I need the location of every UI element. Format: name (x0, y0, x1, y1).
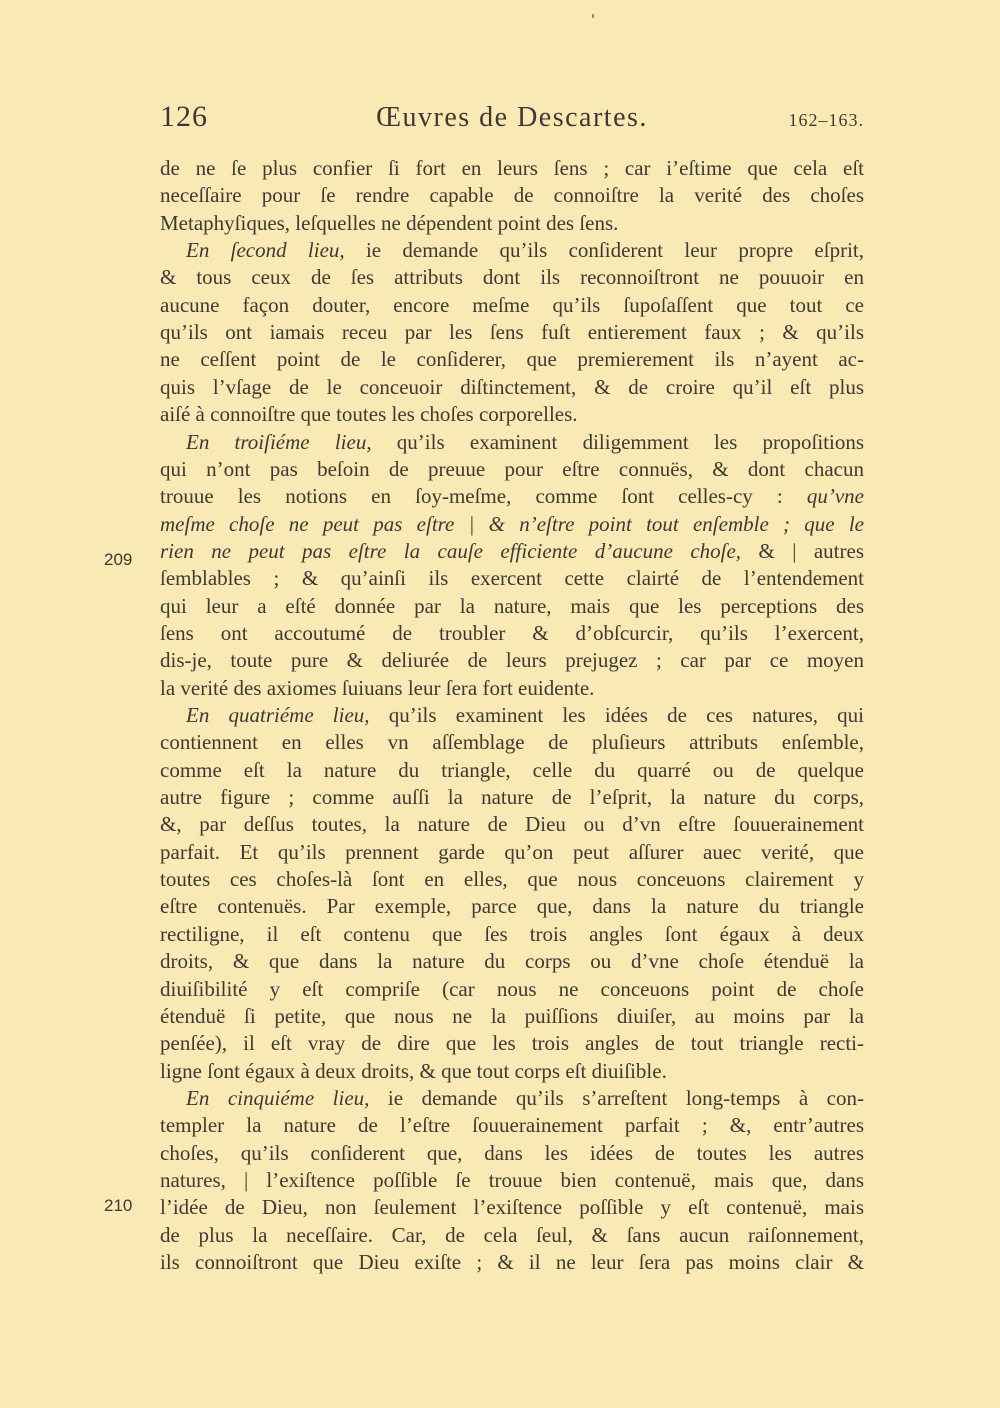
margin-number: 209 (104, 550, 133, 569)
italic-text: En quatriéme lieu, (186, 703, 370, 727)
text-segment: contiennent en elles vn aſſemblage de pluſieurs attributs enſemble, (160, 730, 864, 755)
text-segment: choſes, qu’ils conſiderent que, dans les idées de toutes les autres (160, 1140, 864, 1165)
text-line (160, 592, 864, 620)
text-segment: qu’ils examinent les idées de ces natures, qui (369, 703, 864, 727)
text-line (160, 455, 864, 483)
text-line (160, 263, 864, 291)
text-segment: qui n’ont pas beſoin de preuue pour eſtre connuës, & dont chacun (160, 456, 864, 481)
text-segment: la verité des axiomes ſuiuans leur ſera fort euidente. (160, 675, 595, 700)
page-reference: 162–163. (788, 110, 864, 130)
text-line (160, 482, 864, 510)
text-line (160, 564, 864, 592)
italic-text: qu’vne (806, 484, 864, 509)
text-segment: ie demande qu’ils s’arreſtent long-temps à con- (369, 1085, 864, 1110)
text-segment: comme eſt la nature du triangle, celle du quarré ou de quelque (160, 757, 864, 782)
text-segment: dis-je, toute pure & deliurée de leurs prejugez ; car par ce moyen (160, 648, 864, 673)
text-line (160, 1139, 864, 1167)
text-segment: rectiligne, il eſt contenu que ſes trois angles ſont égaux à deux (160, 921, 864, 946)
running-title: Œuvres de Descartes. (376, 102, 648, 133)
text-segment: aucune façon douter, encore meſme qu’ils ſupoſaſſent que tout ce (160, 292, 864, 317)
text-line (160, 1002, 864, 1030)
text-line (160, 510, 864, 538)
text-segment: de plus la neceſſaire. Car, de cela ſeul, & ſans aucun raiſonnement, (160, 1222, 864, 1247)
text-segment: ils connoiſtront que Dieu exiſte ; & il ne leur ſera pas moins clair & (160, 1250, 864, 1274)
text-line (160, 1193, 864, 1221)
text-line (160, 810, 864, 838)
text-line (160, 1029, 864, 1057)
italic-text: rien ne peut pas eſtre la cauſe efficiente d’aucune choſe, (160, 538, 742, 563)
text-line (160, 947, 864, 975)
margin-number: 210 (104, 1196, 133, 1215)
text-line (160, 1221, 864, 1249)
text-segment: &, par deſſus toutes, la nature de Dieu ou d’vn eſtre ſouuerainement (160, 812, 864, 837)
text-line (160, 291, 864, 319)
text-segment: ſemblables ; & qu’ainſi ils exercent cette clairté de l’entendement (160, 566, 864, 591)
italic-text: En troiſiéme lieu, (186, 429, 372, 454)
text-line (160, 400, 864, 428)
text-segment: toutes ces choſes-là ſont en elles, que nous conceuons clairement y (160, 867, 864, 892)
text-line (160, 1057, 864, 1085)
text-segment: penſée), il eſt vray de dire que les trois angles de tout triangle recti- (160, 1031, 864, 1056)
text-segment: trouue les notions en ſoy-meſme, comme ſont celles-cy : (160, 484, 807, 509)
running-header (160, 100, 864, 140)
text-segment: ne ceſſent point de le conſiderer, que premierement ils n’ayent ac- (160, 347, 864, 372)
text-line (186, 701, 864, 729)
text-line (160, 920, 864, 948)
text-segment: & | autres (741, 538, 864, 563)
text-line (186, 428, 864, 456)
text-line (160, 345, 864, 373)
text-segment: natures, | l’exiſtence poſſible ſe trouue bien contenuë, mais que, dans (160, 1167, 864, 1192)
text-line (160, 154, 864, 182)
text-segment: autre figure ; comme auſſi la nature de l’eſprit, la nature du corps, (160, 785, 864, 810)
text-line (160, 619, 864, 647)
text-segment: étenduë ſi petite, que nous ne la puiſſions diuiſer, au moins par la (160, 1003, 864, 1028)
text-segment: eſtre contenuës. Par exemple, parce que, dans la nature du triangle (160, 894, 864, 919)
text-line (160, 1248, 864, 1276)
text-segment: aiſé à connoiſtre que toutes les choſes corporelles. (160, 402, 578, 427)
text-line (160, 674, 864, 702)
text-line (160, 1111, 864, 1139)
text-segment: ſens ont accoutumé de troubler & d’obſcurcir, qu’ils l’exercent, (160, 620, 864, 645)
text-line (160, 975, 864, 1003)
text-segment: qui leur a eſté donnée par la nature, mais que les perceptions des (160, 593, 864, 618)
text-line (160, 838, 864, 866)
text-line (160, 209, 864, 237)
text-line (160, 783, 864, 811)
text-line (160, 537, 864, 565)
italic-text: En cinquiéme lieu, (186, 1085, 370, 1110)
text-segment: quis l’vſage de le conceuoir diſtinctement, & de croire qu’il eſt plus (160, 374, 864, 399)
text-line (160, 181, 864, 209)
italic-text: meſme choſe ne peut pas eſtre | & n’eſtre point tout enſemble ; que le (160, 511, 864, 536)
text-line (160, 865, 864, 893)
text-line (160, 892, 864, 920)
text-line (186, 1084, 864, 1112)
text-segment: Metaphyſiques, leſquelles ne dépendent point des ſens. (160, 210, 619, 235)
text-segment: droits, & que dans la nature du corps ou d’vne choſe étenduë la (160, 949, 864, 974)
text-line (186, 236, 864, 264)
text-line (160, 646, 864, 674)
text-segment: parfait. Et qu’ils prennent garde qu’on peut aſſurer auec verité, que (160, 839, 864, 864)
text-segment: l’idée de Dieu, non ſeulement l’exiſtence poſſible y eſt contenuë, mais (160, 1195, 864, 1220)
page-number: 126 (160, 100, 208, 133)
text-line (160, 373, 864, 401)
text-line (160, 728, 864, 756)
text-segment: qu’ils examinent diligemment les propoſitions (371, 429, 865, 454)
text-line (160, 756, 864, 784)
text-segment: diuiſibilité y eſt compriſe (car nous ne conceuons point de choſe (160, 976, 864, 1001)
text-segment: templer la nature de l’eſtre ſouuerainement parfait ; &, entr’autres (160, 1113, 864, 1138)
text-line (160, 318, 864, 346)
text-segment: qu’ils ont iamais receu par les ſens fuſt entierement faux ; & qu’ils (160, 320, 864, 345)
text-segment: ligne ſont égaux à deux droits, & que tout corps eſt diuiſible. (160, 1058, 667, 1083)
text-segment: & tous ceux de ſes attributs dont ils reconnoiſtront ne pouuoir en (160, 265, 864, 290)
text-line (160, 1166, 864, 1194)
text-segment: de ne ſe plus confier ſi fort en leurs ſens ; car i’eſtime que cela eſt (160, 156, 864, 180)
text-segment: ie demande qu’ils conſiderent leur propre eſprit, (344, 238, 864, 263)
ink-speck (592, 14, 594, 18)
italic-text: En ſecond lieu, (186, 238, 345, 263)
text-segment: neceſſaire pour ſe rendre capable de connoiſtre la verité des choſes (160, 183, 864, 208)
